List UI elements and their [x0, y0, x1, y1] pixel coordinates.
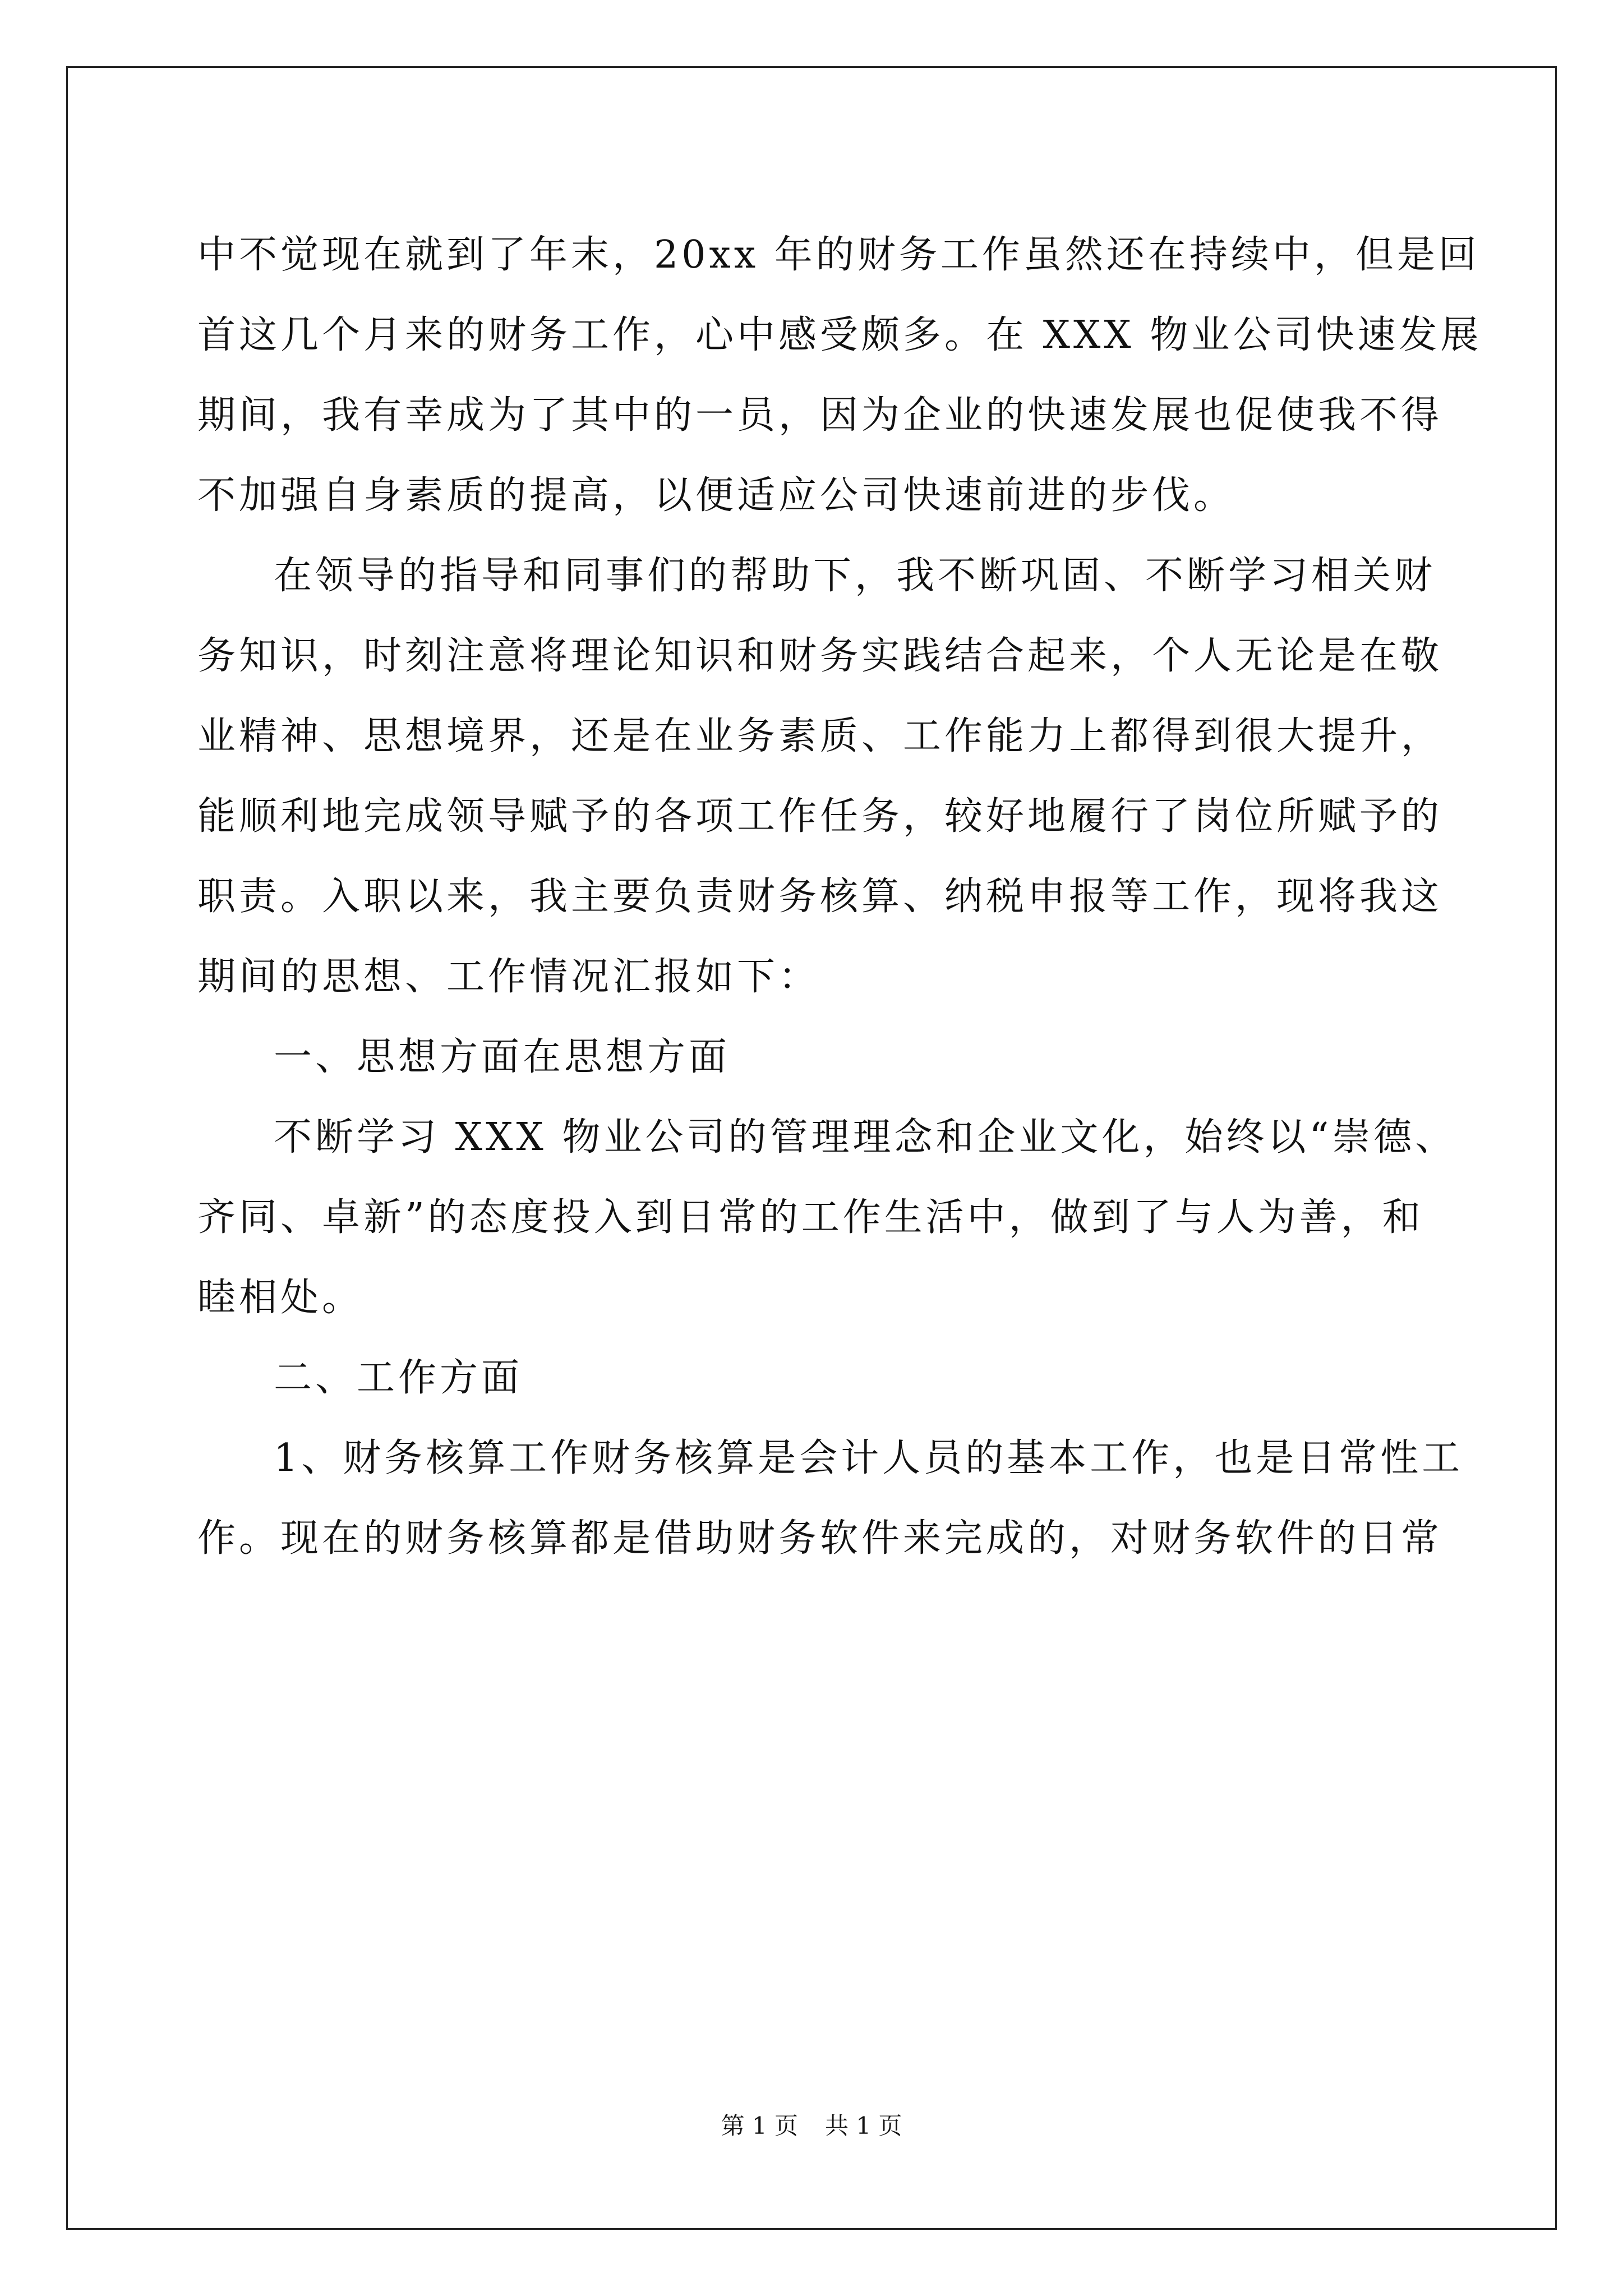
text-line: 中不觉现在就到了年末，20xx 年的财务工作虽然还在持续中，但是回 [197, 233, 1480, 277]
text-line: 首这几个月来的财务工作，心中感受颇多。在 XXX 物业公司快速发展 [197, 313, 1482, 357]
text-line: 作。现在的财务核算都是借助财务软件来完成的，对财务软件的日常 [197, 1516, 1443, 1561]
text-line: 睦相处。 [197, 1276, 364, 1320]
page-total: 共 1 页 [825, 2112, 902, 2139]
text-line: 业精神、思想境界，还是在业务素质、工作能力上都得到很大提升， [197, 714, 1443, 758]
text-line: 期间，我有幸成为了其中的一员，因为企业的快速发展也促使我不得 [197, 393, 1443, 438]
section-heading: 二、工作方面 [274, 1356, 523, 1400]
section-heading: 一、思想方面在思想方面 [274, 1035, 731, 1079]
text-line: 务知识，时刻注意将理论知识和财务实践结合起来，个人无论是在敬 [197, 634, 1443, 678]
page-number: 第 1 页 [721, 2112, 798, 2139]
text-line: 不断学习 XXX 物业公司的管理理念和企业文化，始终以“崇德、 [274, 1115, 1457, 1159]
page-footer [0, 2109, 1623, 2143]
text-line: 齐同、卓新”的态度投入到日常的工作生活中，做到了与人为善，和 [197, 1195, 1424, 1240]
text-line: 1、财务核算工作财务核算是会计人员的基本工作，也是日常性工 [274, 1436, 1464, 1480]
text-line: 期间的思想、工作情况汇报如下： [197, 955, 820, 999]
text-line: 不加强自身素质的提高，以便适应公司快速前进的步伐。 [197, 473, 1235, 518]
text-line: 能顺利地完成领导赋予的各项工作任务，较好地履行了岗位所赋予的 [197, 794, 1443, 839]
text-line: 职责。入职以来，我主要负责财务核算、纳税申报等工作，现将我这 [197, 875, 1443, 919]
text-line: 在领导的指导和同事们的帮助下，我不断巩固、不断学习相关财 [274, 554, 1436, 598]
